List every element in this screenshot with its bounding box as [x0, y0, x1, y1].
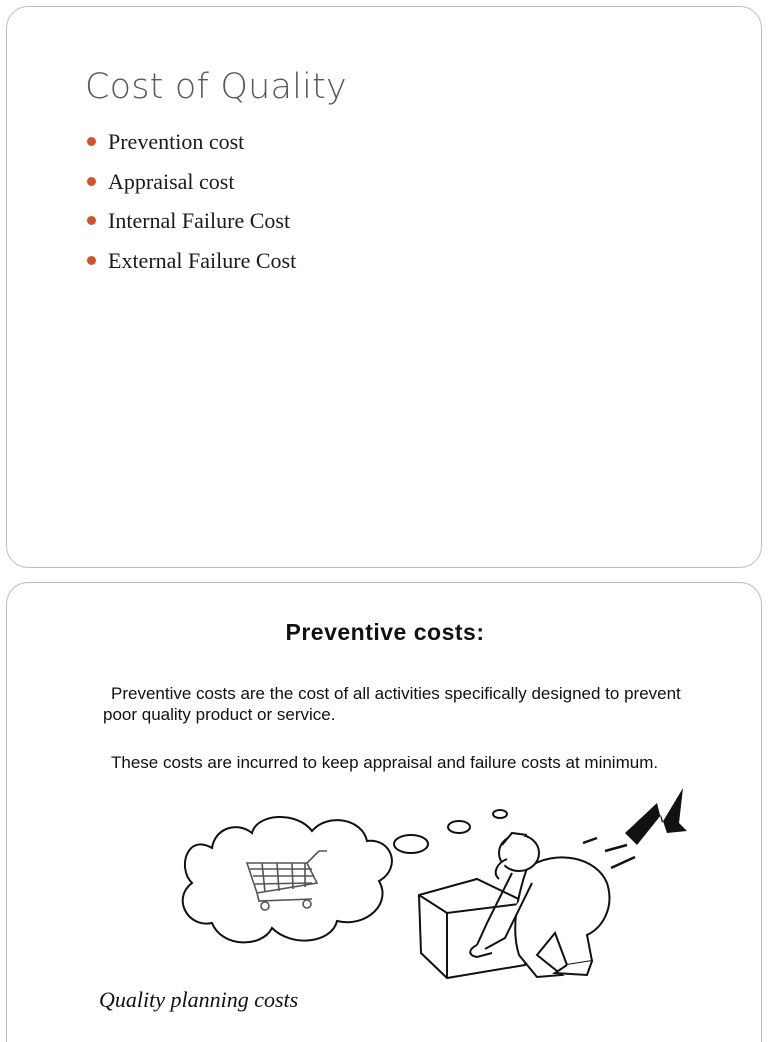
bullet-item	[85, 167, 296, 207]
caption: Quality planning costs	[99, 987, 299, 1012]
man-lifting-box-illustration	[7, 583, 763, 1023]
bullet-item	[85, 246, 296, 286]
bullet-label: Prevention cost	[108, 129, 245, 154]
bullet-label: External Failure Cost	[108, 247, 297, 273]
bullet-dot-icon	[87, 137, 96, 146]
box-icon	[419, 879, 527, 978]
bullet-label: Internal Failure Cost	[108, 208, 291, 233]
bullet-item	[85, 206, 296, 246]
bullet-list	[85, 127, 296, 285]
lightning-icon	[625, 788, 687, 845]
paragraph-definition: Preventive costs are the cost of all activities specifically designed to prevent poor quality product or service.	[103, 684, 681, 724]
slide-preventive-costs	[6, 582, 762, 1042]
slide-cost-of-quality	[6, 6, 762, 568]
bullet-dot-icon	[87, 216, 96, 225]
bullet-dot-icon	[87, 256, 96, 265]
slide-heading: Preventive costs:	[285, 619, 485, 645]
paragraph-purpose: These costs are incurred to keep appraisal and failure costs at minimum.	[111, 753, 659, 772]
slide-title: Cost of Quality	[85, 67, 347, 107]
bullet-dot-icon	[87, 177, 96, 186]
bullet-item	[85, 127, 296, 167]
bullet-label: Appraisal cost	[108, 168, 235, 194]
